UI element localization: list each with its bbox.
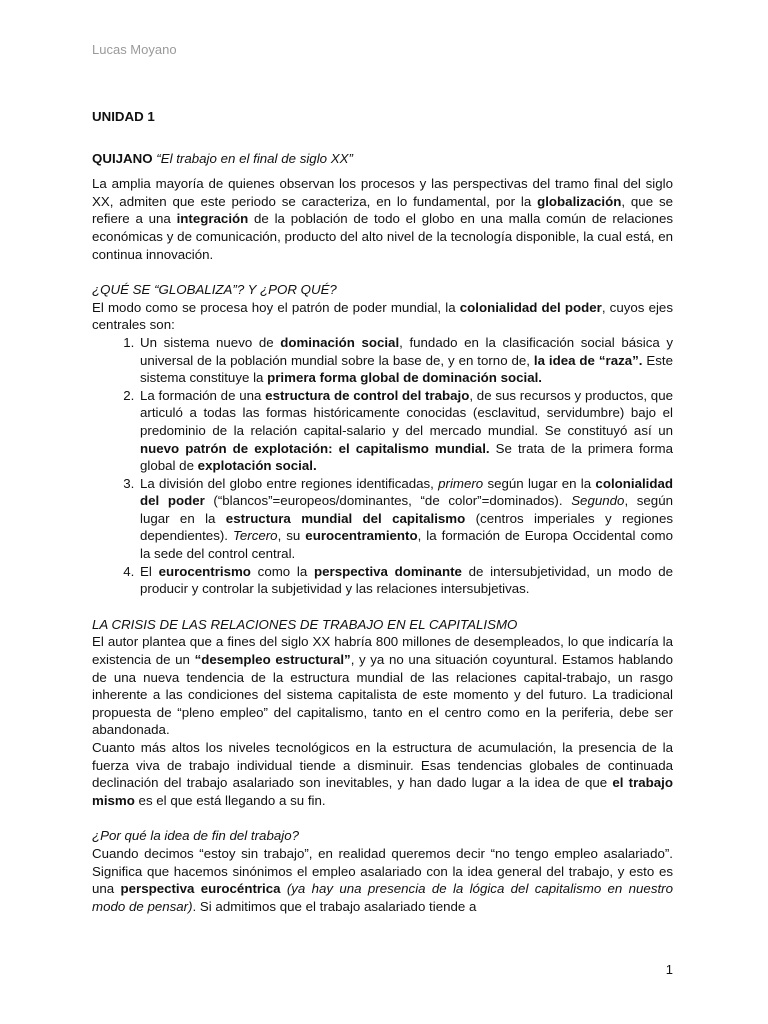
- list-item: 2. La formación de una estructura de control del trabajo, de sus recursos y productos, que articuló a todas las formas históricamente conocidas (esclavitud, servidumbre) bajo el predominio de la relación capital-salario y del mercado mundial. Se constituyó así un nuevo patrón de explotación: el capitalismo mundial. Se trata de la primera forma global de explotación social.: [138, 387, 673, 475]
- list-item: 1. Un sistema nuevo de dominación social, fundado en la clasificación social básica y universal de la población mundial sobre la base de, y en torno de, la idea de “raza”. Este sistema constituye la primera forma global de dominación social.: [138, 334, 673, 387]
- crisis-paragraph-1: El autor plantea que a fines del siglo XX habría 800 millones de desempleados, lo que indicaría la existencia de un “desempleo estructural”, y ya no una situación coyuntural. Estamos hablando de una nueva tendencia de la estructura mundial de las relaciones capital-trabajo, un rasgo inherente a las condiciones del sistema capitalista de este momento y del futuro. La tradicional propuesta de “pleno empleo” del capitalismo, tanto en el centro como en la periferia, debe ser abandonada.: [92, 634, 673, 738]
- section1-intro: El modo como se procesa hoy el patrón de poder mundial, la colonialidad del poder, cuyos ejes centrales son:: [92, 299, 673, 333]
- unit-heading: UNIDAD 1: [92, 109, 155, 124]
- title-author: QUIJANO: [92, 150, 153, 166]
- section-heading-fin-trabajo: ¿Por qué la idea de fin del trabajo?: [92, 828, 299, 844]
- fin-trabajo-paragraph: Cuando decimos “estoy sin trabajo”, en realidad queremos decir “no tengo empleo asalariado”. Significa que hacemos sinónimos el empleo asalariado con la idea general del trabajo, y esto es una perspectiva eurocéntrica (ya hay una presencia de la lógica del capitalismo en nuestro modo de pensar). Si admitimos que el trabajo asalariado tiende a: [92, 845, 673, 914]
- axes-list: [92, 334, 673, 598]
- intro-paragraph: La amplia mayoría de quienes observan los procesos y las perspectivas del tramo final del siglo XX, admiten que este periodo se caracteriza, en lo fundamental, por la globalización, que se refiere a una integración de la población de todo el globo en una malla común de relaciones económicas y de comunicación, producto del alto nivel de la tecnología disponible, la cual está, en continua innovación.: [92, 176, 673, 262]
- section-heading-crisis: LA CRISIS DE LAS RELACIONES DE TRABAJO EN EL CAPITALISMO: [92, 616, 518, 632]
- section-heading-globaliza: ¿QUÉ SE “GLOBALIZA”? Y ¿POR QUÉ?: [92, 282, 337, 298]
- crisis-paragraph-2: Cuanto más altos los niveles tecnológicos en la estructura de acumulación, la presencia de la fuerza viva de trabajo individual tiende a disminuir. Esas tendencias globales de continuada declinación del trabajo asalariado son inevitables, y han dado lugar a la idea de que el trabajo mismo es el que está llegando a su fin.: [92, 740, 673, 808]
- header-author: Lucas Moyano: [92, 42, 177, 57]
- document-body: [92, 108, 673, 915]
- page-number: 1: [665, 962, 673, 977]
- list-item: 3. La división del globo entre regiones identificadas, primero según lugar en la colonialidad del poder (“blancos”=europeos/dominantes, “de color”=dominados). Segundo, según lugar en la estructura mundial del capitalismo (centros imperiales y regiones dependientes). Tercero, su eurocentramiento, la formación de Europa Occidental como la sede del control central.: [138, 475, 673, 563]
- title-work: “El trabajo en el final de siglo XX”: [156, 150, 353, 166]
- reading-title: [92, 150, 673, 168]
- list-item: 4. El eurocentrismo como la perspectiva dominante de intersubjetividad, un modo de producir y controlar la subjetividad y las relaciones intersubjetivas.: [138, 563, 673, 598]
